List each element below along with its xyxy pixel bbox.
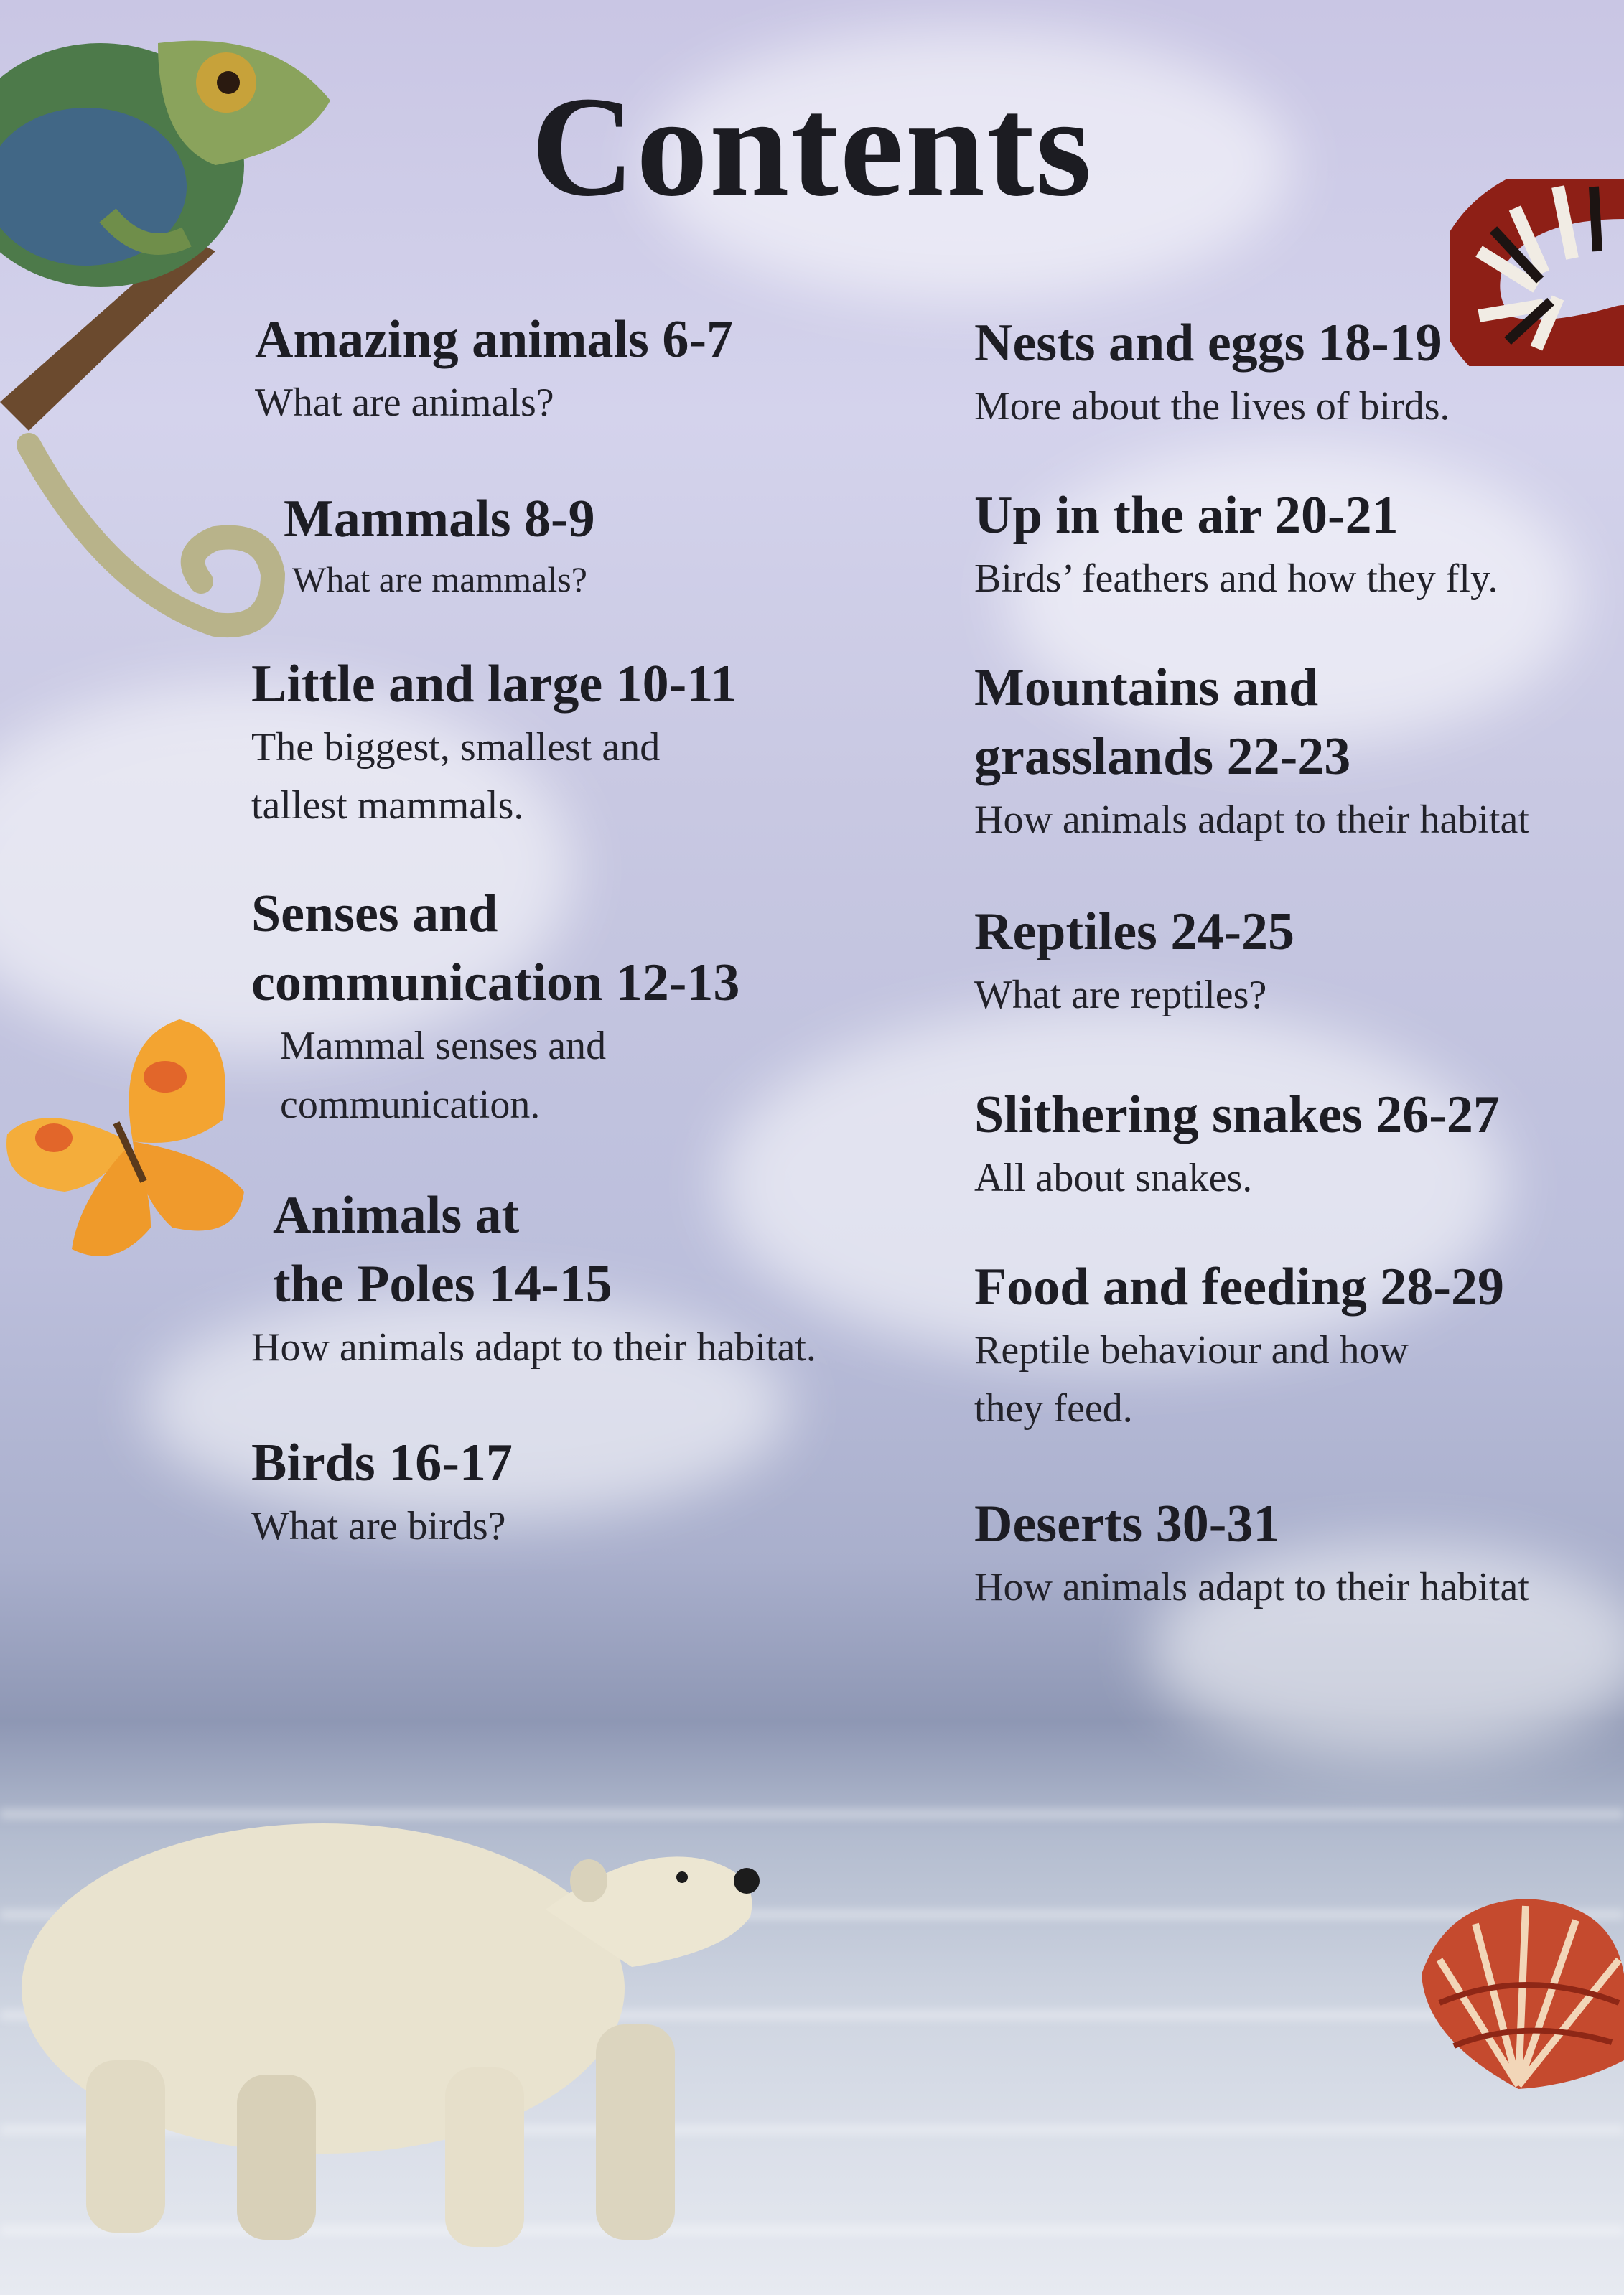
toc-entry-nests-and-eggs[interactable] [974,309,1450,436]
toc-entry-description: What are mammals? [292,559,587,600]
toc-entry-heading: Mountains and grasslands 22-23 [974,658,1351,787]
toc-entry-description: More about the lives of birds. [974,384,1450,429]
toc-entry-description: Birds’ feathers and how they fly. [974,556,1498,602]
toc-entry-heading: Animals at the Poles 14-15 [273,1186,612,1314]
toc-entry-heading: Amazing animals 6-7 [255,310,733,369]
toc-entry-description: The biggest, smallest and tallest mammals. [251,725,661,828]
toc-entry-little-and-large[interactable] [251,650,737,836]
toc-entry-heading: Birds 16-17 [251,1434,513,1492]
toc-entry-heading: Deserts 30-31 [974,1495,1280,1553]
toc-entry-slithering-snakes[interactable] [974,1080,1500,1207]
toc-entry-heading: Senses and communication 12-13 [251,884,740,1013]
seashell-image [1418,1895,1624,2096]
toc-entry-heading: Slithering snakes 26-27 [974,1085,1500,1144]
toc-entry-description: All about snakes. [974,1156,1253,1201]
toc-entry-heading: Up in the air 20-21 [974,486,1399,545]
toc-entry-description: How animals adapt to their habitat. [251,1325,816,1370]
toc-entry-mammals[interactable] [284,485,595,606]
toc-entry-heading: Little and large 10-11 [251,655,737,714]
toc-entry-description: What are animals? [255,380,554,426]
page-title: Contents [531,67,1093,226]
toc-entry-birds[interactable] [251,1429,513,1556]
toc-entry-senses-and-communication[interactable] [251,879,739,1134]
polar-bear-image [0,1752,775,2268]
toc-entry-description: Mammal senses and communication. [280,1024,607,1127]
toc-entry-animals-at-the-poles[interactable] [251,1181,816,1378]
toc-entry-description: Reptile behaviour and how they feed. [974,1328,1409,1431]
toc-entry-heading: Food and feeding 28-29 [974,1258,1505,1317]
toc-entry-up-in-the-air[interactable] [974,481,1498,608]
toc-entry-food-and-feeding[interactable] [974,1253,1504,1439]
toc-entry-deserts[interactable] [974,1490,1529,1617]
toc-entry-description: How animals adapt to their habitat [974,798,1529,843]
toc-entry-description: How animals adapt to their habitat [974,1565,1529,1610]
toc-entry-description: What are birds? [251,1504,506,1549]
toc-entry-description: What are reptiles? [974,973,1267,1018]
toc-entry-amazing-animals[interactable] [255,305,733,432]
butterfly-image [0,1012,258,1271]
toc-entry-heading: Mammals 8-9 [284,490,595,548]
toc-entry-heading: Nests and eggs 18-19 [974,314,1442,373]
toc-entry-reptiles[interactable] [974,897,1294,1024]
toc-entry-heading: Reptiles 24-25 [974,902,1294,961]
toc-entry-mountains-and-grasslands[interactable] [974,653,1529,850]
